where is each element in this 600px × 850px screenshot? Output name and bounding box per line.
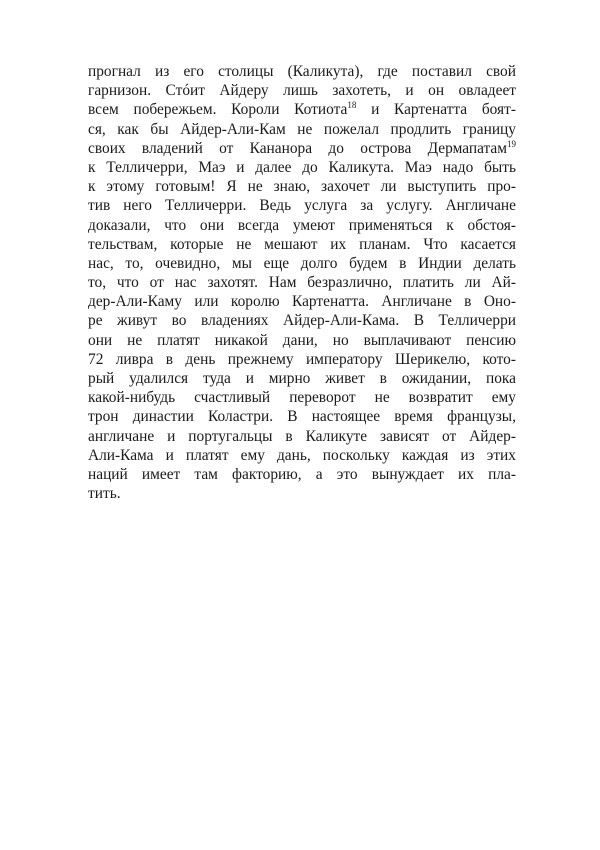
text-line: какой-нибудь счастливый переворот не возвратит ему (88, 389, 516, 407)
text-line (88, 100, 516, 119)
text-segment: и Картенатта боят- (371, 101, 516, 119)
text-line: доказали, что они всегда умеют применяться к обстоя- (88, 216, 516, 234)
text-line: они не платят никакой дани, но выплачивают пенсию (88, 331, 516, 349)
text-line: тить. (88, 485, 121, 503)
text-line: дер-Али-Каму или королю Картенатта. Англичане в Оно- (88, 293, 516, 311)
text-line: нас, то, очевидно, мы еще долго будем в Индии делать (88, 254, 516, 272)
text-line: гарнизон. Стóит Айдеру лишь захотеть, и он овладеет (88, 82, 517, 100)
text-line: тельствам, которые не мешают их планам. Что касается (88, 235, 516, 253)
text-line: рый удалился туда и мирно живет в ожидании, пока (88, 370, 516, 387)
text-line: прогнал из его столицы (Каликута), где поставил свой (88, 63, 516, 80)
footnote-marker-19: 19 (507, 138, 516, 149)
text-line: трон династии Колaстри. В настоящее время французы, (88, 408, 516, 426)
text-segment: всем побережьем. Короли Котиота (88, 101, 348, 119)
text-line: то, что от нас захотят. Нам безразлично, платить ли Ай- (88, 274, 516, 292)
text-line: англичане и португальцы в Каликуте зависят от Айдер- (88, 427, 516, 445)
text-line: наций имеет там факторию, а это вынуждает их пла- (88, 465, 516, 483)
text-line (88, 139, 516, 158)
text-line: тив него Телличерри. Ведь услуга за услугу. Англичане (88, 197, 516, 215)
text-line: ся, как бы Айдер-Али-Кам не пожелал продлить границу (88, 120, 516, 138)
footnote-marker-18: 18 (347, 100, 357, 111)
text-line: к Телличерри, Маэ и далее до Каликута. Маэ надо быть (88, 158, 516, 176)
text-line: 72 ливра в день прежнему императору Шерикелю, кото- (88, 350, 516, 368)
text-line: Али-Кама и платят ему дань, поскольку каждая из этих (88, 446, 516, 464)
text-line: к этому готовым! Я не знаю, захочет ли выступить про- (88, 178, 516, 196)
text-segment: своих владений от Кананора до острова Дермапатам (88, 139, 507, 157)
body-text (88, 62, 516, 503)
text-line: ре живут во владениях Айдер-Али-Кама. В Телличерри (88, 312, 516, 330)
